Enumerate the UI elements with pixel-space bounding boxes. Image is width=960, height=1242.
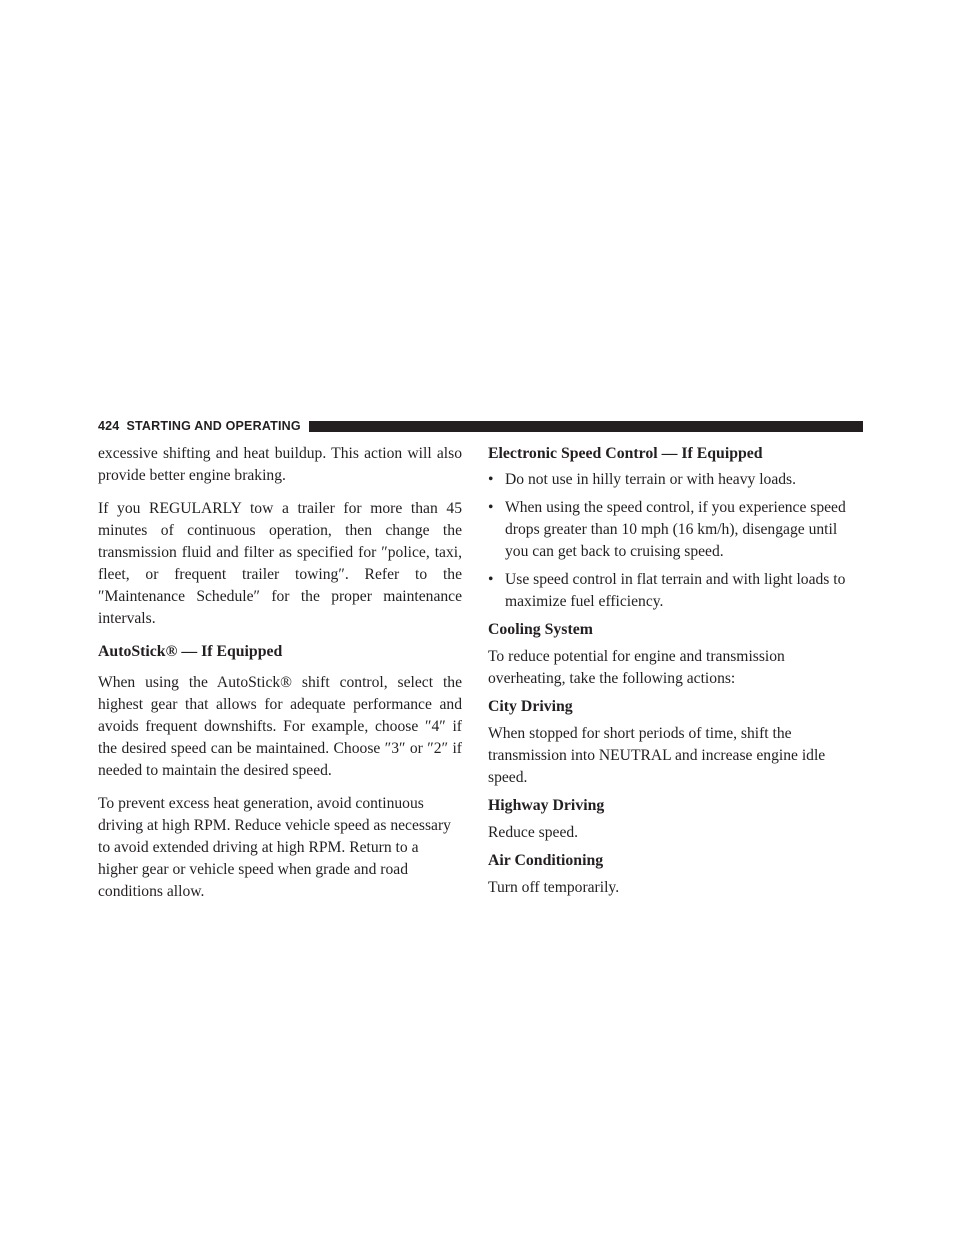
paragraph-autostick-gear: When using the AutoStick® shift control, select the highest gear that allows for adequate performance and avoids frequent downshifts. For example, choose ″4″ if the desired speed can be maintained. Choose ″3″ or ″2″ if needed to maintain the desired speed. [98,674,462,779]
heading-highway-driving: Highway Driving [488,797,605,814]
header-rule [309,421,863,432]
paragraph-city-driving: When stopped for short periods of time, shift the transmission into NEUTRAL and increase engine idle speed. [488,725,826,786]
paragraph-air-conditioning: Turn off temporarily. [488,879,620,896]
bullet-icon: • [488,499,494,516]
left-column [98,443,462,914]
heading-cooling-system: Cooling System [488,621,593,638]
page-header [98,417,863,435]
bullet-icon: • [488,571,494,588]
right-column [488,443,864,905]
paragraph-trailer-towing: If you REGULARLY tow a trailer for more than 45 minutes of continuous operation, then change the transmission fluid and filter as specified for ″police, taxi, fleet, or frequent trailer towing″. Refer to the ″Maintenance Schedule″ for the proper maintenance intervals. [98,500,462,627]
list-item [488,469,864,491]
heading-autostick: AutoStick® — If Equipped [98,643,283,660]
paragraph-highway-driving: Reduce speed. [488,824,579,841]
list-item [488,569,864,613]
heading-speed-control: Electronic Speed Control — If Equipped [488,445,763,462]
list-item [488,497,864,563]
paragraph-engine-braking: excessive shifting and heat buildup. This action will also provide better engine braking. [98,445,462,484]
section-title: STARTING AND OPERATING [126,419,301,433]
bullet-icon: • [488,471,494,488]
list-item-text: Do not use in hilly terrain or with heavy loads. [505,471,797,488]
paragraph-cooling: To reduce potential for engine and transmission overheating, take the following actions: [488,648,785,687]
heading-city-driving: City Driving [488,698,573,715]
paragraph-heat-generation: To prevent excess heat generation, avoid continuous driving at high RPM. Reduce vehicle speed as necessary to avoid extended driving at high RPM. Return to a higher gear or vehicle speed when grade and road conditions allow. [98,795,451,900]
list-item-text: Use speed control in flat terrain and with light loads to maximize fuel efficiency. [505,571,846,610]
list-item-text: When using the speed control, if you experience speed drops greater than 10 mph (16 km/h), disengage until you can get back to cruising speed. [505,499,846,560]
page-number: 424 [98,419,120,433]
speed-control-list [488,469,864,613]
heading-air-conditioning: Air Conditioning [488,852,604,869]
